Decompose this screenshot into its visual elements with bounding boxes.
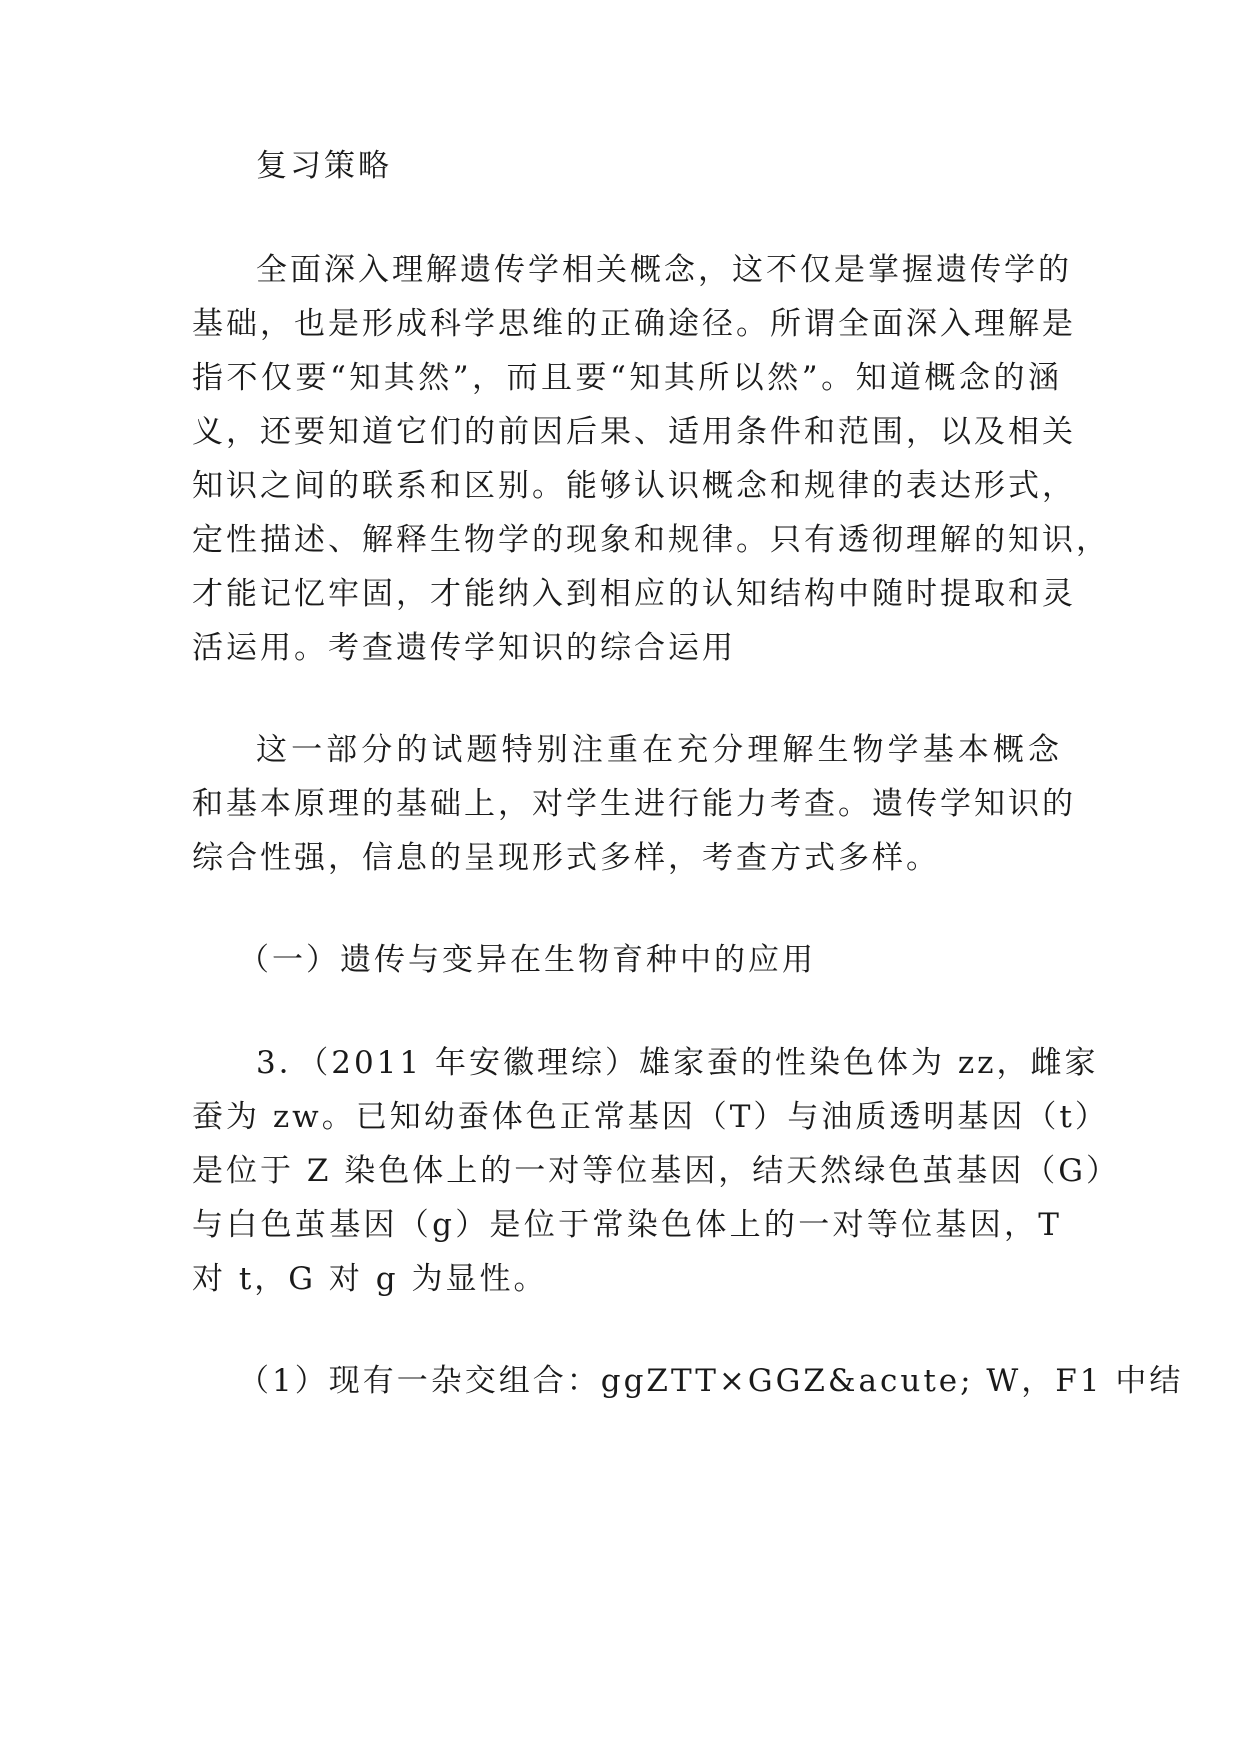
paragraph-line: 才能记忆牢固，才能纳入到相应的认知结构中随时提取和灵 [192,576,1076,612]
section-title: 复习策略 [256,148,392,184]
question-line: 与白色茧基因（g）是位于常染色体上的一对等位基因，T [192,1207,1062,1243]
paragraph-line: 综合性强，信息的呈现形式多样，考查方式多样。 [192,840,940,876]
question-line: 蚕为 zw。已知幼蚕体色正常基因（T）与油质透明基因（t） [192,1099,1109,1135]
paragraph-line: 指不仅要“知其然”，而且要“知其所以然”。知道概念的涵 [192,360,1062,396]
subheading: （一）遗传与变异在生物育种中的应用 [238,942,816,978]
paragraph-line: 这一部分的试题特别注重在充分理解生物学基本概念 [256,732,1062,768]
paragraph-line: 全面深入理解遗传学相关概念，这不仅是掌握遗传学的 [256,252,1072,288]
paragraph-line: 知识之间的联系和区别。能够认识概念和规律的表达形式， [192,468,1076,504]
question-line: 是位于 Z 染色体上的一对等位基因，结天然绿色茧基因（G） [192,1153,1121,1189]
paragraph-line: 和基本原理的基础上，对学生进行能力考查。遗传学知识的 [192,786,1076,822]
paragraph-line: 定性描述、解释生物学的现象和规律。只有透彻理解的知识， [192,522,1110,558]
sub-question-line: （1）现有一杂交组合：ggZTT×GGZ&acute; W，F1 中结 [238,1363,1184,1399]
paragraph-line: 义，还要知道它们的前因后果、适用条件和范围，以及相关 [192,414,1076,450]
question-line: 对 t，G 对 g 为显性。 [192,1261,548,1297]
paragraph-line: 活运用。考查遗传学知识的综合运用 [192,630,736,666]
paragraph-line: 基础，也是形成科学思维的正确途径。所谓全面深入理解是 [192,306,1076,342]
question-line: 3．（2011 年安徽理综）雄家蚕的性染色体为 zz，雌家 [256,1045,1099,1081]
